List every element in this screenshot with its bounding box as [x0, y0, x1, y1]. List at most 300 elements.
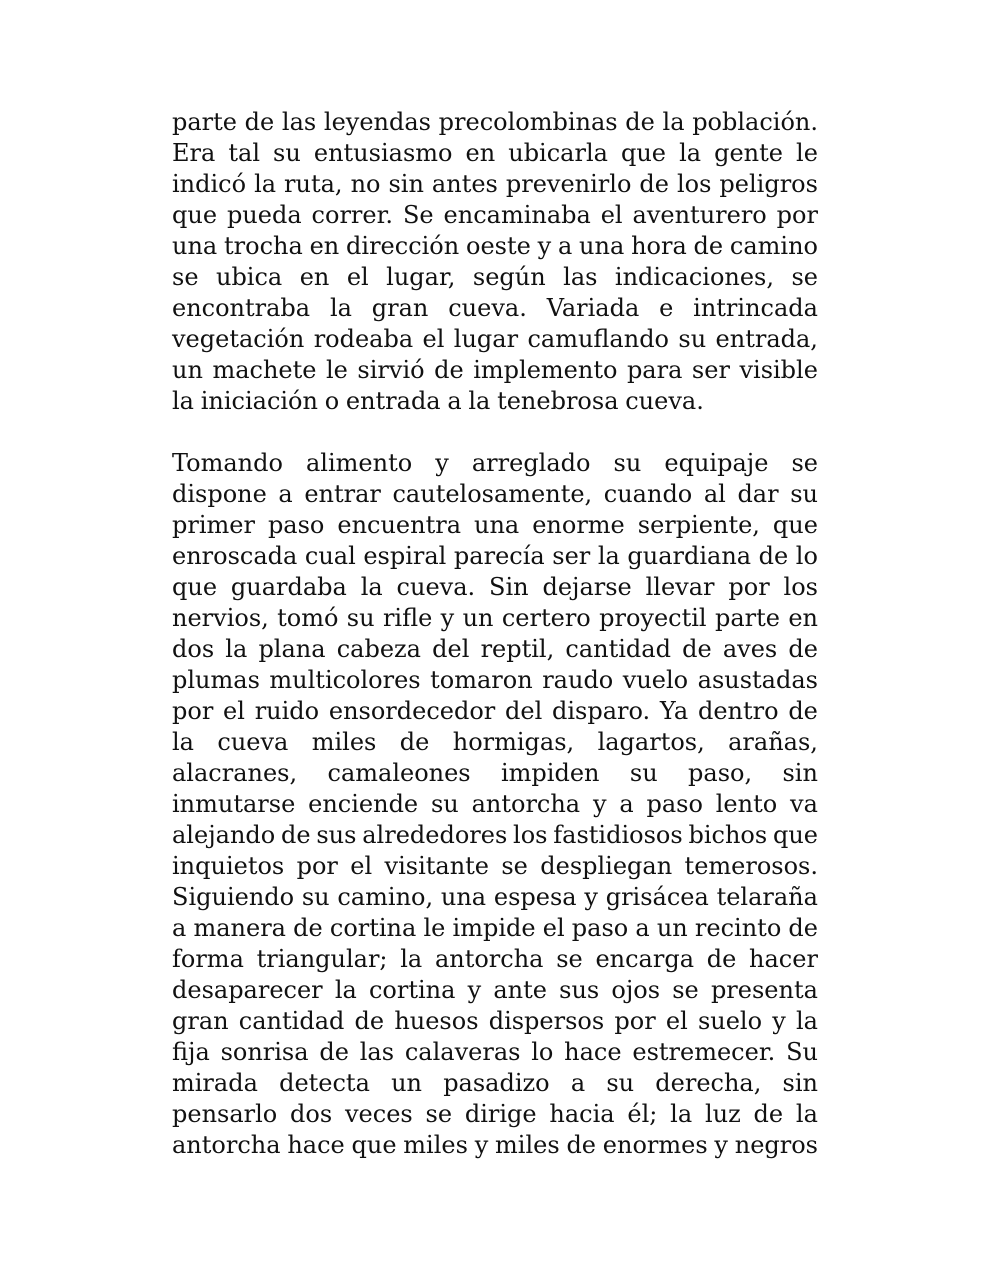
word: Sin — [489, 573, 529, 601]
word: espiral — [363, 542, 447, 570]
word: alejando — [172, 821, 276, 849]
word: bichos — [688, 821, 768, 849]
word: y — [714, 1131, 728, 1159]
text-line — [172, 169, 818, 200]
word: correr. — [311, 201, 394, 229]
word: se — [791, 263, 818, 291]
word: su — [273, 139, 301, 167]
word: cueva. — [448, 294, 527, 322]
word: se — [501, 852, 528, 880]
word: ante — [493, 976, 547, 1004]
word: hace — [564, 1038, 622, 1066]
word: gente — [714, 139, 783, 167]
word: sirvió — [357, 356, 425, 384]
word: la — [795, 1007, 818, 1035]
word: la — [795, 1100, 818, 1128]
word: proyectil — [599, 604, 707, 632]
text-line — [172, 448, 818, 479]
word: la — [679, 139, 702, 167]
word: derecha, — [655, 1069, 762, 1097]
word: a — [570, 1069, 586, 1097]
word: a — [447, 387, 462, 415]
word: camuflando — [527, 325, 670, 353]
word: dirige — [464, 1100, 537, 1128]
word: de — [758, 542, 789, 570]
text-line — [172, 696, 818, 727]
word: cueva — [217, 728, 289, 756]
word: en — [465, 139, 496, 167]
word: de — [399, 728, 430, 756]
word: recinto — [694, 914, 782, 942]
word: de — [693, 232, 724, 260]
text-line — [172, 231, 818, 262]
word: va — [790, 790, 818, 818]
word: manera — [193, 914, 286, 942]
word: cueva. — [625, 387, 704, 415]
word: y — [467, 976, 482, 1004]
text-line — [172, 138, 818, 169]
word: Ya — [659, 697, 689, 725]
word: visitante — [384, 852, 489, 880]
word: lo — [531, 1038, 554, 1066]
word: una — [579, 232, 625, 260]
text-line — [172, 603, 818, 634]
word: la — [225, 635, 248, 663]
word: dos — [172, 635, 215, 663]
word: visible — [739, 356, 818, 384]
word: y — [584, 883, 598, 911]
word: presenta — [710, 976, 818, 1004]
word: de — [788, 635, 818, 663]
word: dispersos — [488, 1007, 605, 1035]
word: enroscada — [172, 542, 298, 570]
word: asustadas — [697, 666, 818, 694]
word: inquietos — [172, 852, 285, 880]
word: ruido — [254, 697, 320, 725]
word: se — [672, 976, 699, 1004]
word: negros — [734, 1131, 818, 1159]
text-line — [172, 293, 818, 324]
word: a — [635, 914, 650, 942]
word: se — [172, 263, 199, 291]
word: impiden — [501, 759, 600, 787]
word: vegetación — [172, 325, 305, 353]
word: su — [606, 1069, 635, 1097]
word: cautelosamente, — [392, 480, 593, 508]
word: serpiente, — [637, 511, 760, 539]
word: implemento — [473, 356, 618, 384]
word: en — [788, 604, 818, 632]
word: de — [281, 821, 311, 849]
word: temerosos. — [684, 852, 818, 880]
word: e — [659, 294, 674, 322]
word: la — [172, 387, 194, 415]
word: sin — [782, 1069, 818, 1097]
word: de — [625, 108, 655, 136]
word: cantidad — [565, 635, 671, 663]
word: desaparecer — [172, 976, 323, 1004]
word: alimento — [306, 449, 413, 477]
word: el — [422, 325, 445, 353]
word: guardaba — [230, 573, 347, 601]
text-line — [172, 479, 818, 510]
word: o — [324, 387, 340, 415]
word: por — [728, 573, 770, 601]
word: paso — [646, 790, 703, 818]
word: de — [293, 914, 323, 942]
word: cueva. — [396, 573, 476, 601]
word: sus — [559, 976, 600, 1004]
word: que — [351, 1131, 397, 1159]
word: aves — [722, 635, 778, 663]
word: guardiana — [627, 542, 752, 570]
word: la — [334, 976, 357, 1004]
word: tomó — [277, 604, 339, 632]
text-line — [172, 1130, 818, 1161]
word: sin — [388, 170, 424, 198]
word: la — [254, 170, 277, 198]
word: y — [537, 232, 552, 260]
word: el — [346, 263, 369, 291]
word: Se — [402, 201, 434, 229]
word: antes — [431, 170, 498, 198]
text-line — [172, 665, 818, 696]
word: forma — [172, 945, 244, 973]
word: fija — [172, 1038, 210, 1066]
word: lugar — [453, 325, 519, 353]
word: su — [430, 790, 459, 818]
word: miles — [403, 1131, 468, 1159]
word: ruta, — [284, 170, 343, 198]
word: y — [772, 1007, 786, 1035]
word: hacia — [549, 1100, 615, 1128]
word: y — [440, 604, 455, 632]
word: las — [359, 1038, 395, 1066]
word: los — [513, 821, 548, 849]
text-line — [172, 1068, 818, 1099]
word: le — [423, 914, 446, 942]
text-line — [172, 510, 818, 541]
word: entusiasmo — [313, 139, 453, 167]
word: encuentra — [337, 511, 462, 539]
word: la — [468, 387, 491, 415]
word: equipaje — [664, 449, 769, 477]
word: pueda — [226, 201, 302, 229]
word: Tomando — [172, 449, 283, 477]
word: rodeaba — [313, 325, 414, 353]
word: un — [172, 356, 203, 384]
text-line — [172, 324, 818, 355]
word: machete — [212, 356, 317, 384]
word: despliegan — [540, 852, 673, 880]
word: la — [172, 728, 194, 756]
word: entrada — [345, 387, 441, 415]
word: impide — [452, 914, 536, 942]
word: el — [665, 1007, 688, 1035]
word: precolombinas — [438, 108, 618, 136]
word: su — [629, 759, 658, 787]
text-line — [172, 727, 818, 758]
word: ser — [691, 356, 730, 384]
word: oeste — [466, 232, 531, 260]
word: iniciación — [200, 387, 318, 415]
word: al — [703, 480, 726, 508]
word: prevenirlo — [505, 170, 632, 198]
text-line — [172, 107, 818, 138]
word: indicaciones, — [614, 263, 774, 291]
word: plumas — [172, 666, 260, 694]
word: un — [391, 1069, 422, 1097]
word: arreglado — [471, 449, 591, 477]
paragraph-2 — [172, 448, 818, 1161]
word: certero — [501, 604, 591, 632]
word: se — [556, 945, 583, 973]
word: raudo — [542, 666, 614, 694]
word: antorcha — [172, 1131, 281, 1159]
word: pensarlo — [172, 1100, 278, 1128]
word: hormigas, — [452, 728, 575, 756]
text-line — [172, 262, 818, 293]
word: de — [753, 1100, 784, 1128]
text-line — [172, 851, 818, 882]
text-line — [172, 944, 818, 975]
word: miles — [495, 1131, 560, 1159]
word: entrada, — [715, 325, 818, 353]
word: su — [678, 325, 707, 353]
word: el — [542, 914, 565, 942]
text-line — [172, 975, 818, 1006]
word: espesa — [493, 883, 577, 911]
text-line — [172, 758, 818, 789]
word: el — [223, 697, 245, 725]
word: leyendas — [323, 108, 431, 136]
word: encontraba — [172, 294, 311, 322]
word: y — [435, 449, 449, 477]
word: peligros — [719, 170, 818, 198]
word: disparo. — [552, 697, 651, 725]
word: multicolores — [269, 666, 421, 694]
word: camaleones — [327, 759, 471, 787]
word: su — [613, 449, 642, 477]
word: enorme — [532, 511, 625, 539]
word: gran — [172, 1007, 229, 1035]
word: calaveras — [404, 1038, 521, 1066]
word: de — [706, 945, 737, 973]
word: tenebrosa — [497, 387, 619, 415]
word: hace — [287, 1131, 345, 1159]
word: cabeza — [336, 635, 421, 663]
word: lugar, — [386, 263, 456, 291]
word: a — [557, 232, 573, 260]
word: antorcha — [471, 790, 581, 818]
word: dentro — [697, 697, 779, 725]
text-line — [172, 820, 818, 851]
word: su — [790, 480, 818, 508]
text-line — [172, 634, 818, 665]
word: estremecer. — [632, 1038, 776, 1066]
word: huesos — [394, 1007, 479, 1035]
word: inmutarse — [172, 790, 296, 818]
word: una — [474, 511, 520, 539]
word: camino — [729, 232, 818, 260]
word: la — [662, 108, 685, 136]
word: alrededores — [362, 821, 508, 849]
word: aventurero — [632, 201, 767, 229]
word: ubica — [215, 263, 283, 291]
word: un — [462, 604, 494, 632]
word: la — [329, 294, 352, 322]
word: población. — [692, 108, 818, 136]
word: hora — [631, 232, 687, 260]
word: la — [670, 1100, 693, 1128]
text-line — [172, 355, 818, 386]
word: y — [592, 790, 607, 818]
word: encaminaba — [443, 201, 591, 229]
word: llevar — [645, 573, 715, 601]
word: la — [400, 945, 423, 973]
paragraph-1 — [172, 107, 818, 417]
text-line — [172, 1006, 818, 1037]
word: sus — [316, 821, 357, 849]
word: no — [350, 170, 381, 198]
word: las — [281, 108, 317, 136]
word: por — [776, 201, 818, 229]
word: los — [783, 573, 818, 601]
word: paso — [571, 914, 629, 942]
word: arañas, — [728, 728, 818, 756]
word: el — [350, 852, 373, 880]
word: parte — [714, 604, 780, 632]
word: Siguiendo — [172, 883, 295, 911]
paragraph-spacer — [172, 417, 818, 448]
word: en — [299, 263, 330, 291]
word: que — [772, 511, 818, 539]
word: rifle — [382, 604, 433, 632]
word: a — [278, 480, 293, 508]
word: mirada — [172, 1069, 258, 1097]
word: reptil, — [480, 635, 555, 663]
word: ojos — [611, 976, 661, 1004]
word: le — [796, 139, 818, 167]
word: a — [172, 914, 187, 942]
word: cual — [304, 542, 356, 570]
word: parte — [172, 108, 237, 136]
word: dar — [737, 480, 779, 508]
word: de — [788, 697, 818, 725]
word: cuando — [603, 480, 693, 508]
text-line — [172, 789, 818, 820]
word: veces — [344, 1100, 413, 1128]
text-line — [172, 572, 818, 603]
word: sin — [782, 759, 818, 787]
word: lagartos, — [597, 728, 705, 756]
word: fastidiosos — [553, 821, 683, 849]
word: una — [440, 883, 487, 911]
word: suelo — [697, 1007, 763, 1035]
word: enciende — [308, 790, 419, 818]
text-line — [172, 1099, 818, 1130]
word: gran — [371, 294, 429, 322]
word: le — [326, 356, 348, 384]
word: la — [360, 573, 383, 601]
word: del — [432, 635, 470, 663]
word: detecta — [279, 1069, 370, 1097]
word: la — [597, 542, 620, 570]
text-line — [172, 882, 818, 913]
word: cantidad — [238, 1007, 345, 1035]
word: de — [788, 914, 818, 942]
word: indicó — [172, 170, 247, 198]
text-line — [172, 386, 818, 417]
word: que — [620, 139, 667, 167]
word: alacranes, — [172, 759, 298, 787]
text-line — [172, 913, 818, 944]
word: hacer — [749, 945, 818, 973]
word: una — [172, 232, 218, 260]
word: según — [472, 263, 546, 291]
document-page — [172, 107, 818, 1161]
word: paso — [267, 511, 325, 539]
word: vuelo — [622, 666, 689, 694]
word: a — [619, 790, 634, 818]
word: ubicarla — [508, 139, 608, 167]
word: ser — [552, 542, 591, 570]
word: el — [600, 201, 623, 229]
word: que — [172, 201, 218, 229]
word: pasadizo — [443, 1069, 550, 1097]
word: nervios, — [172, 604, 269, 632]
word: tal — [228, 139, 260, 167]
word: Su — [786, 1038, 818, 1066]
word: intrincada — [693, 294, 818, 322]
word: del — [505, 697, 543, 725]
word: de — [354, 1007, 385, 1035]
word: ensordecedor — [328, 697, 496, 725]
word: para — [626, 356, 683, 384]
word: se — [791, 449, 818, 477]
word: y — [474, 1131, 489, 1159]
word: un — [656, 914, 688, 942]
word: enormes — [602, 1131, 708, 1159]
text-line — [172, 541, 818, 572]
word: antorcha — [434, 945, 544, 973]
word: en — [309, 232, 340, 260]
word: dispone — [172, 480, 267, 508]
word: encarga — [595, 945, 695, 973]
word: lo — [795, 542, 818, 570]
word: de — [566, 1131, 597, 1159]
word: cortina — [368, 976, 456, 1004]
word: dejarse — [542, 573, 632, 601]
word: de — [639, 170, 669, 198]
word: él; — [627, 1100, 658, 1128]
word: los — [676, 170, 712, 198]
word: luz — [704, 1100, 741, 1128]
word: las — [563, 263, 598, 291]
word: dos — [290, 1100, 333, 1128]
word: su — [346, 604, 375, 632]
word: se — [425, 1100, 453, 1128]
word: de — [434, 356, 464, 384]
word: por — [172, 697, 214, 725]
word: que — [172, 573, 218, 601]
word: triangular; — [256, 945, 388, 973]
word: por — [614, 1007, 656, 1035]
word: cortina — [329, 914, 417, 942]
text-line — [172, 1037, 818, 1068]
word: camino, — [337, 883, 434, 911]
word: telaraña — [716, 883, 818, 911]
